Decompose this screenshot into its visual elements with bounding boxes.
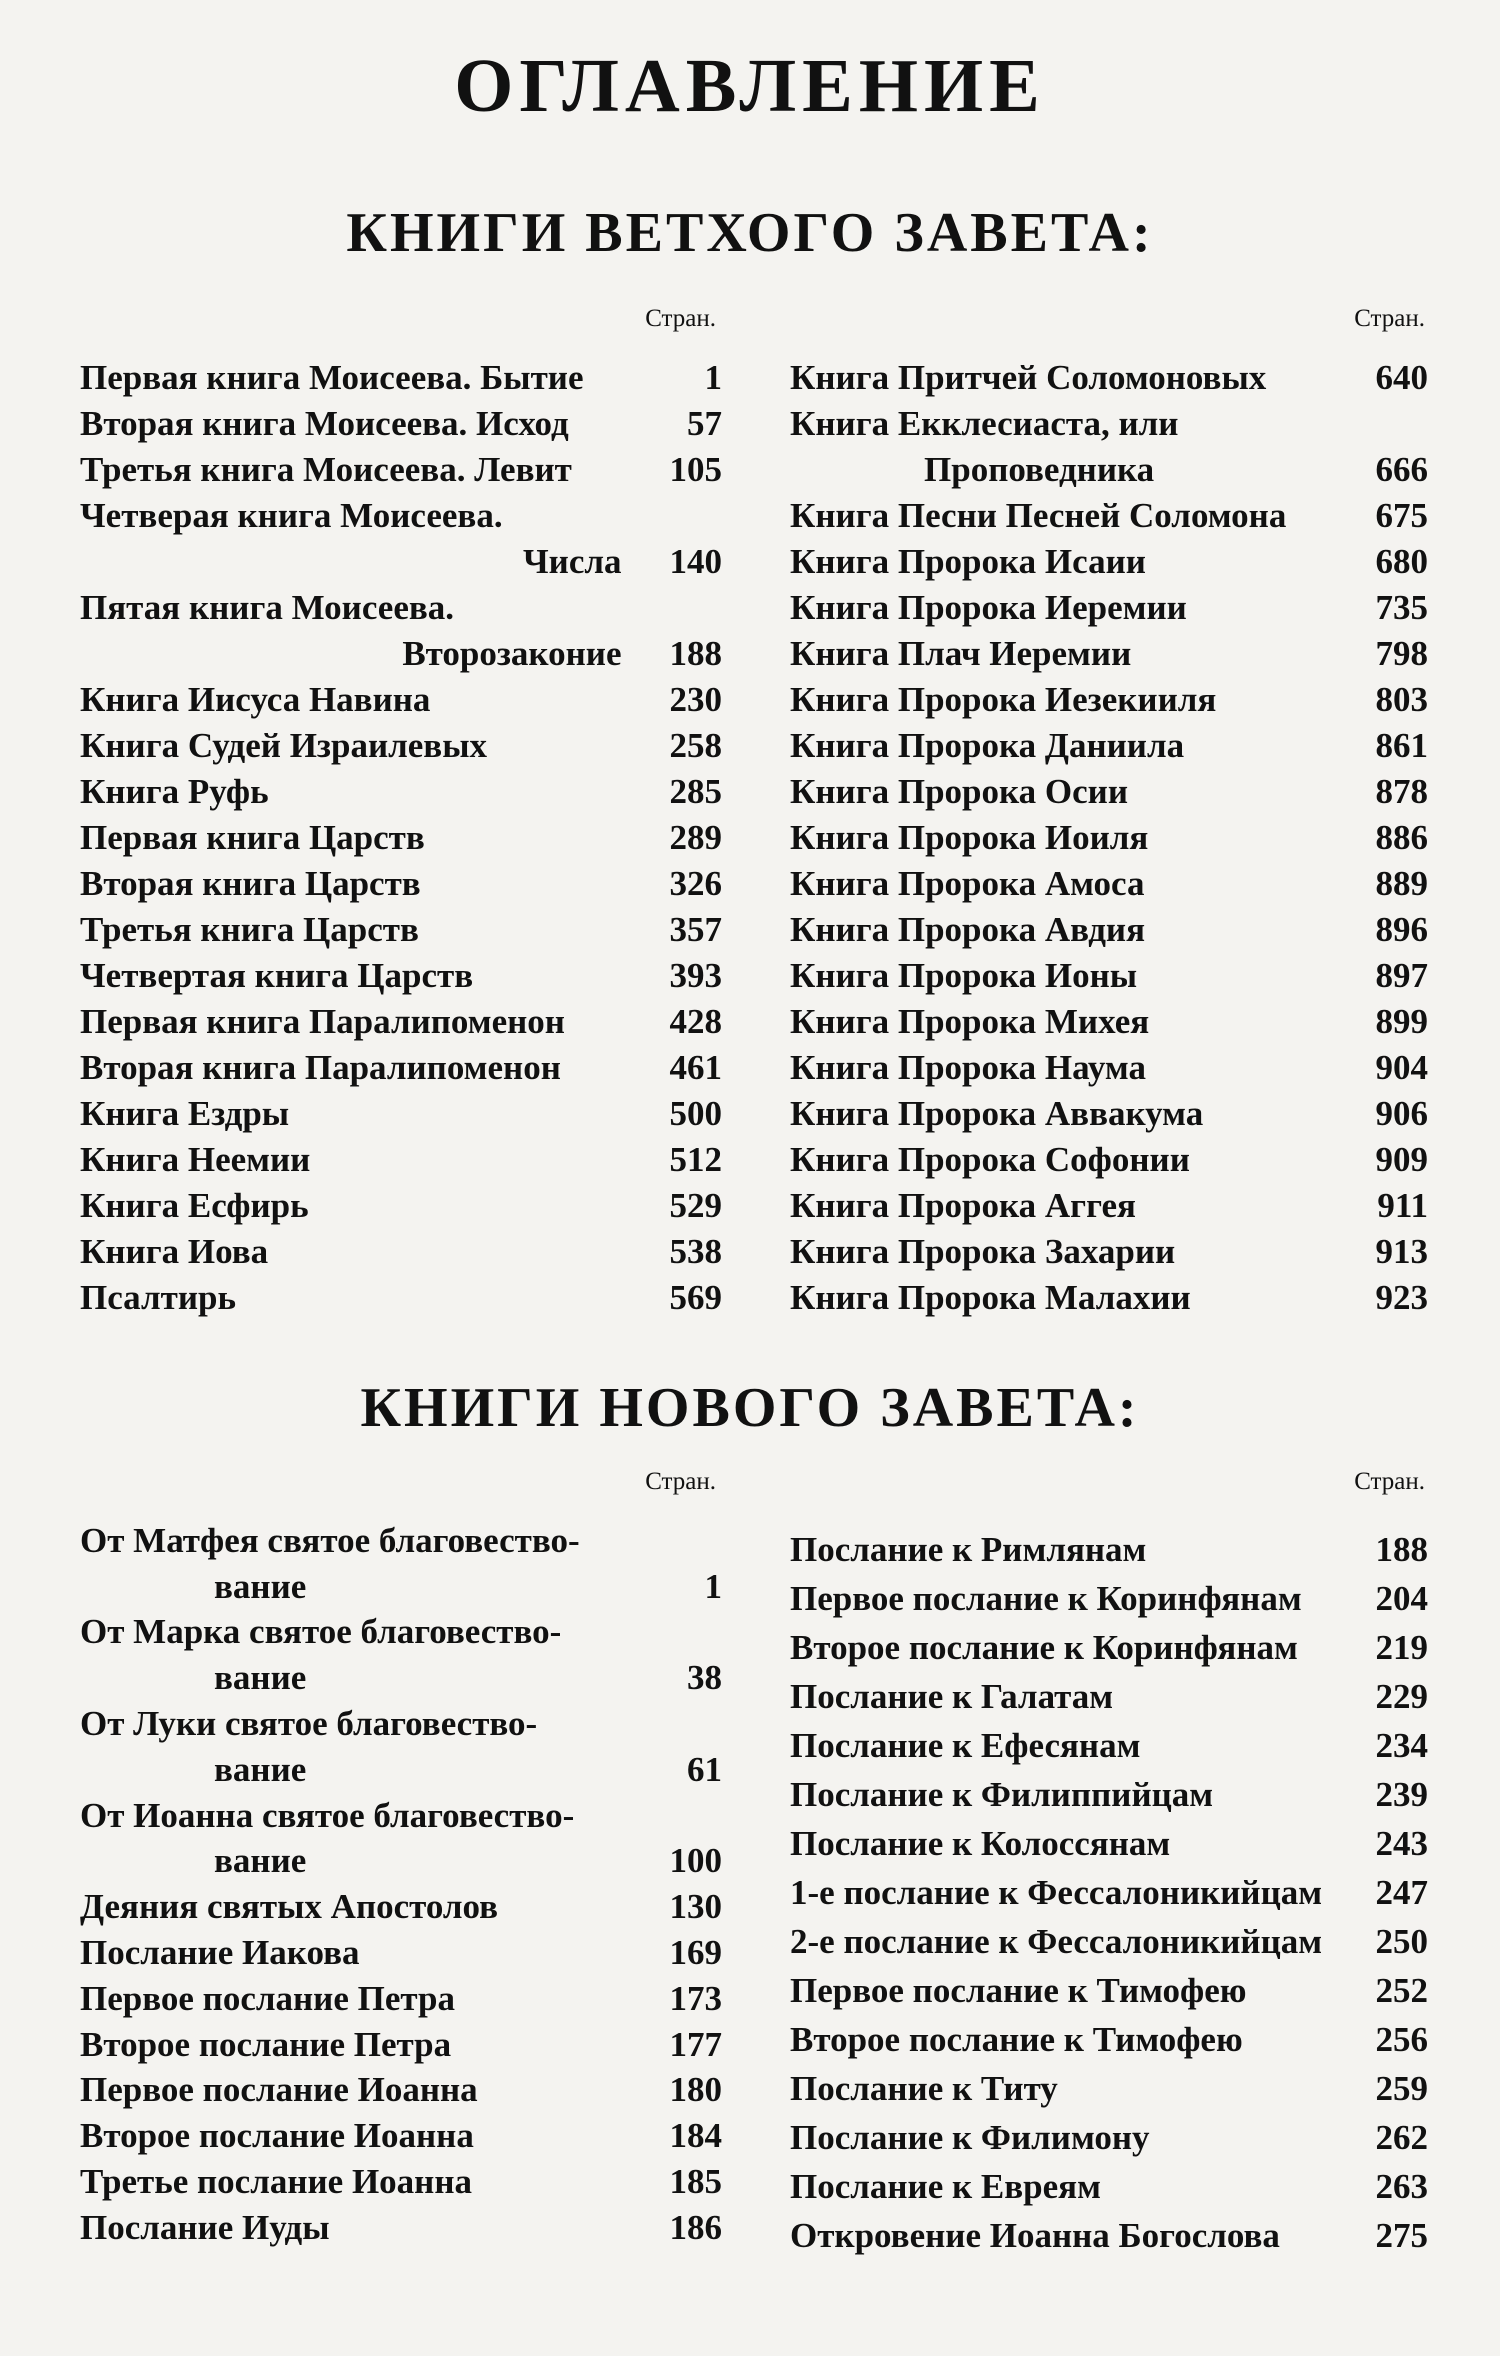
toc-entry[interactable] bbox=[80, 1512, 722, 1604]
toc-entry[interactable] bbox=[80, 1131, 722, 1177]
toc-entry[interactable] bbox=[790, 809, 1428, 855]
ot-right-page-header: Стран. bbox=[1354, 305, 1425, 332]
toc-entry[interactable] bbox=[80, 395, 722, 441]
toc-entry[interactable] bbox=[790, 1714, 1428, 1763]
toc-entry-title: Книга Пророка Осии bbox=[790, 772, 1128, 811]
toc-entry-page: 285 bbox=[669, 772, 722, 811]
toc-entry-page: 186 bbox=[669, 2207, 722, 2247]
toc-entry-title: Вторая книга Царств bbox=[80, 864, 421, 903]
toc-entry-page: 911 bbox=[1377, 1186, 1428, 1225]
toc-entry[interactable] bbox=[80, 1787, 722, 1879]
toc-entry[interactable] bbox=[790, 2155, 1428, 2204]
toc-entry-title: От Марка святое благовество- bbox=[80, 1612, 562, 1652]
toc-entry[interactable] bbox=[790, 1085, 1428, 1131]
toc-entry-page: 861 bbox=[1375, 726, 1428, 765]
toc-entry[interactable] bbox=[790, 1039, 1428, 1085]
toc-entry-title: Третье послание Иоанна bbox=[80, 2161, 473, 2201]
toc-entry-page: 188 bbox=[1375, 1530, 1428, 1569]
toc-entry-page: 105 bbox=[669, 450, 722, 489]
toc-entry[interactable] bbox=[80, 947, 722, 993]
toc-entry[interactable] bbox=[80, 855, 722, 901]
toc-entry[interactable] bbox=[790, 717, 1428, 763]
toc-entry-page: 204 bbox=[1375, 1579, 1428, 1618]
toc-entry-page: 913 bbox=[1375, 1232, 1428, 1271]
toc-entry[interactable] bbox=[790, 1665, 1428, 1714]
toc-entry-title: Книга Есфирь bbox=[80, 1186, 309, 1225]
toc-entry-page: 1 bbox=[704, 1566, 722, 1606]
toc-entry[interactable] bbox=[80, 2199, 722, 2245]
toc-entry-page: 798 bbox=[1375, 634, 1428, 673]
toc-entry-page: 393 bbox=[669, 956, 722, 995]
toc-entry-page: 275 bbox=[1375, 2216, 1428, 2255]
toc-entry[interactable] bbox=[790, 1567, 1428, 1616]
toc-entry-page: 289 bbox=[669, 818, 722, 857]
toc-entry[interactable] bbox=[80, 1269, 722, 1315]
toc-entry-page: 38 bbox=[687, 1658, 722, 1698]
toc-entry-title: Книга Пророка Аггея bbox=[790, 1186, 1136, 1225]
toc-entry-title: Второе послание Петра bbox=[80, 2024, 452, 2064]
toc-entry[interactable] bbox=[80, 1085, 722, 1131]
toc-entry-title-continued: Второзаконие bbox=[402, 634, 622, 673]
toc-entry[interactable] bbox=[80, 2016, 722, 2062]
toc-entry-title: Пятая книга Моисеева. bbox=[80, 588, 455, 627]
toc-entry-title-continued: Проповедника bbox=[924, 450, 1155, 489]
toc-entry-page: 252 bbox=[1375, 1971, 1428, 2010]
toc-entry-page: 247 bbox=[1375, 1873, 1428, 1912]
toc-entry[interactable] bbox=[790, 1861, 1428, 1910]
toc-entry-page: 130 bbox=[669, 1887, 722, 1927]
toc-entry-page: 569 bbox=[669, 1278, 722, 1317]
toc-entry[interactable] bbox=[790, 901, 1428, 947]
toc-entry-page: 428 bbox=[669, 1002, 722, 1041]
toc-entry-title: Книга Пророка Ионы bbox=[790, 956, 1138, 995]
toc-entry-title: Книга Иисуса Навина bbox=[80, 680, 431, 719]
toc-entry[interactable] bbox=[790, 349, 1428, 395]
toc-entry-title: Первое послание к Тимофею bbox=[790, 1971, 1247, 2010]
toc-entry-title: Третья книга Царств bbox=[80, 910, 419, 949]
toc-entry-title: Книга Притчей Соломоновых bbox=[790, 358, 1267, 397]
toc-entry-title: Первое послание Петра bbox=[80, 1978, 455, 2018]
nt-left-column bbox=[80, 1512, 722, 2245]
toc-entry-title: Книга Руфь bbox=[80, 772, 269, 811]
toc-entry[interactable] bbox=[80, 717, 722, 763]
toc-entry[interactable] bbox=[80, 441, 722, 487]
toc-entry-page: 140 bbox=[669, 542, 722, 581]
toc-entry-title: Книга Пророка Захарии bbox=[790, 1232, 1176, 1271]
toc-entry-page: 529 bbox=[669, 1186, 722, 1225]
toc-entry-page: 219 bbox=[1375, 1628, 1428, 1667]
toc-entry-title: Вторая книга Паралипоменон bbox=[80, 1048, 561, 1087]
toc-entry[interactable] bbox=[790, 1177, 1428, 1223]
toc-entry-title: Книга Плач Иеремии bbox=[790, 634, 1132, 673]
toc-entry-page: 640 bbox=[1375, 358, 1428, 397]
toc-entry[interactable] bbox=[80, 809, 722, 855]
nt-heading: КНИГИ НОВОГО ЗАВЕТА: bbox=[360, 1377, 1140, 1439]
toc-entry-page: 899 bbox=[1375, 1002, 1428, 1041]
toc-entry-title: Книга Екклесиаста, или bbox=[790, 404, 1179, 443]
toc-entry[interactable] bbox=[80, 2153, 722, 2199]
toc-entry-page: 243 bbox=[1375, 1824, 1428, 1863]
nt-right-column bbox=[790, 1518, 1428, 2253]
toc-entry-title-continued: вание bbox=[214, 1841, 307, 1881]
toc-entry-page: 259 bbox=[1375, 2069, 1428, 2108]
toc-entry-title: Книга Пророка Малахии bbox=[790, 1278, 1191, 1317]
toc-entry[interactable] bbox=[80, 579, 722, 671]
toc-entry-title: Первое послание к Коринфянам bbox=[790, 1579, 1302, 1618]
toc-entry-title: Послание к Титу bbox=[790, 2069, 1058, 2108]
toc-entry[interactable] bbox=[80, 2107, 722, 2156]
toc-entry[interactable] bbox=[790, 993, 1428, 1039]
toc-entry[interactable] bbox=[790, 1959, 1428, 2008]
toc-entry-title: Откровение Иоанна Богослова bbox=[790, 2216, 1280, 2255]
toc-entry-page: 512 bbox=[669, 1140, 722, 1179]
toc-entry-page: 680 bbox=[1375, 542, 1428, 581]
toc-entry[interactable] bbox=[790, 1269, 1428, 1315]
toc-entry-title: Первая книга Моисеева. Бытие bbox=[80, 358, 584, 397]
toc-entry[interactable] bbox=[790, 2008, 1428, 2057]
page-title: ОГЛАВЛЕНИЕ bbox=[454, 44, 1046, 128]
toc-entry-title: Второе послание Иоанна bbox=[80, 2116, 474, 2156]
toc-entry-title: 1-е послание к Фессалоникийцам bbox=[790, 1873, 1323, 1912]
toc-entry-title: Второе послание к Коринфянам bbox=[790, 1628, 1298, 1667]
toc-entry[interactable] bbox=[790, 1763, 1428, 1812]
toc-entry[interactable] bbox=[790, 1812, 1428, 1861]
toc-entry[interactable] bbox=[80, 349, 722, 395]
toc-entry-page: 239 bbox=[1375, 1775, 1428, 1814]
toc-entry-page: 538 bbox=[669, 1232, 722, 1271]
toc-entry-page: 250 bbox=[1375, 1922, 1428, 1961]
toc-entry[interactable] bbox=[790, 625, 1428, 671]
toc-entry-title: Первое послание Иоанна bbox=[80, 2070, 478, 2110]
ot-heading: КНИГИ ВЕТХОГО ЗАВЕТА: bbox=[346, 202, 1154, 264]
toc-entry-title: Четверая книга Моисеева. bbox=[80, 496, 503, 535]
toc-entry-title: Книга Пророка Авдия bbox=[790, 910, 1146, 949]
toc-entry-title-continued: вание bbox=[214, 1566, 307, 1606]
toc-entry-title: Послание Иакова bbox=[80, 1932, 360, 1972]
toc-entry-title: Послание к Евреям bbox=[790, 2167, 1101, 2206]
toc-entry[interactable] bbox=[80, 901, 722, 947]
nt-right-page-header: Стран. bbox=[1354, 1468, 1425, 1495]
toc-entry-page: 886 bbox=[1375, 818, 1428, 857]
toc-entry-page: 169 bbox=[669, 1932, 722, 1972]
toc-entry-page: 1 bbox=[704, 358, 722, 397]
toc-entry-page: 229 bbox=[1375, 1677, 1428, 1716]
toc-entry-page: 904 bbox=[1375, 1048, 1428, 1087]
toc-entry-page: 180 bbox=[669, 2070, 722, 2110]
toc-entry-page: 878 bbox=[1375, 772, 1428, 811]
toc-entry[interactable] bbox=[790, 1223, 1428, 1269]
toc-entry[interactable] bbox=[80, 1039, 722, 1085]
toc-entry-title: Послание к Галатам bbox=[790, 1677, 1114, 1716]
toc-entry-title: Книга Неемии bbox=[80, 1140, 311, 1179]
toc-entry-title: Книга Пророка Иезекииля bbox=[790, 680, 1217, 719]
toc-entry-page: 897 bbox=[1375, 956, 1428, 995]
toc-entry-page: 258 bbox=[669, 726, 722, 765]
toc-entry[interactable] bbox=[790, 1131, 1428, 1177]
toc-entry-page: 675 bbox=[1375, 496, 1428, 535]
toc-entry-page: 256 bbox=[1375, 2020, 1428, 2059]
ot-left-column bbox=[80, 349, 722, 1315]
toc-entry-title: От Матфея святое благовество- bbox=[80, 1520, 580, 1560]
toc-entry-title: Книга Пророка Исаии bbox=[790, 542, 1146, 581]
toc-entry-page: 735 bbox=[1375, 588, 1428, 627]
toc-entry[interactable] bbox=[790, 533, 1428, 579]
toc-entry-title: Книга Песни Песней Соломона bbox=[790, 496, 1287, 535]
toc-entry-page: 188 bbox=[669, 634, 722, 673]
nt-left-page-header: Стран. bbox=[645, 1468, 716, 1495]
toc-entry-title: Книга Пророка Иоиля bbox=[790, 818, 1149, 857]
toc-entry[interactable] bbox=[790, 1910, 1428, 1959]
toc-entry[interactable] bbox=[790, 395, 1428, 487]
toc-entry-title: Послание Иуды bbox=[80, 2207, 330, 2247]
toc-entry[interactable] bbox=[80, 1970, 722, 2016]
toc-entry-title: Книга Пророка Даниила bbox=[790, 726, 1185, 765]
toc-entry-title: Послание к Филимону bbox=[790, 2118, 1150, 2157]
toc-entry[interactable] bbox=[80, 763, 722, 809]
toc-entry-title: Книга Иова bbox=[80, 1232, 269, 1271]
toc-entry-title: Вторая книга Моисеева. Исход bbox=[80, 404, 569, 443]
toc-entry[interactable] bbox=[790, 579, 1428, 625]
toc-entry[interactable] bbox=[790, 855, 1428, 901]
toc-entry-page: 500 bbox=[669, 1094, 722, 1133]
toc-entry[interactable] bbox=[790, 487, 1428, 533]
toc-entry[interactable] bbox=[80, 1878, 722, 1927]
ot-right-column bbox=[790, 349, 1428, 1315]
toc-entry-title: От Иоанна святое благовество- bbox=[80, 1795, 575, 1835]
toc-entry[interactable] bbox=[790, 1616, 1428, 1665]
toc-entry[interactable] bbox=[790, 2106, 1428, 2155]
toc-entry-title: Книга Пророка Амоса bbox=[790, 864, 1145, 903]
toc-entry-title: Псалтирь bbox=[80, 1278, 236, 1317]
toc-entry-title: Книга Пророка Наума bbox=[790, 1048, 1146, 1087]
toc-entry-page: 896 bbox=[1375, 910, 1428, 949]
toc-entry-title: Книга Пророка Михея bbox=[790, 1002, 1150, 1041]
toc-entry-page: 326 bbox=[669, 864, 722, 903]
toc-entry-page: 177 bbox=[669, 2024, 722, 2064]
toc-entry-page: 461 bbox=[669, 1048, 722, 1087]
toc-entry[interactable] bbox=[790, 1518, 1428, 1567]
toc-entry-title: Четвертая книга Царств bbox=[80, 956, 474, 995]
toc-entry-title: Деяния святых Апостолов bbox=[80, 1887, 499, 1927]
toc-entry[interactable] bbox=[790, 2057, 1428, 2106]
toc-entry[interactable] bbox=[80, 1177, 722, 1223]
toc-entry-page: 263 bbox=[1375, 2167, 1428, 2206]
toc-entry-page: 909 bbox=[1375, 1140, 1428, 1179]
toc-entry-page: 184 bbox=[669, 2116, 722, 2156]
toc-entry-page: 57 bbox=[687, 404, 722, 443]
toc-entry[interactable] bbox=[80, 1695, 722, 1787]
toc-entry-title: Книга Пророка Софонии bbox=[790, 1140, 1190, 1179]
toc-entry[interactable] bbox=[790, 763, 1428, 809]
toc-entry[interactable] bbox=[80, 1604, 722, 1696]
toc-entry[interactable] bbox=[790, 2204, 1428, 2253]
toc-entry[interactable] bbox=[80, 993, 722, 1039]
toc-entry-title-continued: вание bbox=[214, 1658, 307, 1698]
toc-entry[interactable] bbox=[80, 2062, 722, 2108]
toc-entry-title: Первая книга Царств bbox=[80, 818, 425, 857]
toc-entry-title: Послание к Римлянам bbox=[790, 1530, 1147, 1569]
toc-entry-page: 100 bbox=[669, 1841, 722, 1881]
toc-entry[interactable] bbox=[80, 487, 722, 579]
toc-entry-page: 61 bbox=[687, 1749, 722, 1789]
toc-entry-title-continued: Числа bbox=[522, 542, 622, 581]
toc-entry-title: Послание к Колоссянам bbox=[790, 1824, 1171, 1863]
toc-entry-title: Послание к Ефесянам bbox=[790, 1726, 1141, 1765]
toc-entry-page: 357 bbox=[669, 910, 722, 949]
toc-entry-title: Книга Пророка Аввакума bbox=[790, 1094, 1204, 1133]
toc-entry-title-continued: вание bbox=[214, 1749, 307, 1789]
toc-entry-title: Послание к Филиппийцам bbox=[790, 1775, 1214, 1814]
toc-entry-page: 173 bbox=[669, 1978, 722, 2018]
toc-entry-title: 2-е послание к Фессалоникийцам bbox=[790, 1922, 1323, 1961]
toc-entry-title: Книга Пророка Иеремии bbox=[790, 588, 1187, 627]
toc-entry-page: 906 bbox=[1375, 1094, 1428, 1133]
toc-entry-page: 234 bbox=[1375, 1726, 1428, 1765]
toc-entry[interactable] bbox=[790, 671, 1428, 717]
toc-entry-page: 923 bbox=[1375, 1278, 1428, 1317]
toc-entry-title: Книга Судей Израилевых bbox=[80, 726, 488, 765]
toc-entry-page: 803 bbox=[1375, 680, 1428, 719]
toc-entry-title: Первая книга Паралипоменон bbox=[80, 1002, 565, 1041]
toc-entry-page: 230 bbox=[669, 680, 722, 719]
toc-entry-title: Третья книга Моисеева. Левит bbox=[80, 450, 572, 489]
toc-entry[interactable] bbox=[80, 1924, 722, 1970]
toc-entry-title: От Луки святое благовество- bbox=[80, 1703, 538, 1743]
toc-entry-title: Второе послание к Тимофею bbox=[790, 2020, 1243, 2059]
toc-entry-page: 185 bbox=[669, 2161, 722, 2201]
toc-entry-page: 889 bbox=[1375, 864, 1428, 903]
toc-entry-page: 262 bbox=[1375, 2118, 1428, 2157]
toc-entry-page: 666 bbox=[1375, 450, 1428, 489]
toc-entry[interactable] bbox=[790, 947, 1428, 993]
toc-entry[interactable] bbox=[80, 1223, 722, 1269]
toc-entry-title: Книга Ездры bbox=[80, 1094, 290, 1133]
ot-left-page-header: Стран. bbox=[645, 305, 716, 332]
toc-entry[interactable] bbox=[80, 671, 722, 717]
